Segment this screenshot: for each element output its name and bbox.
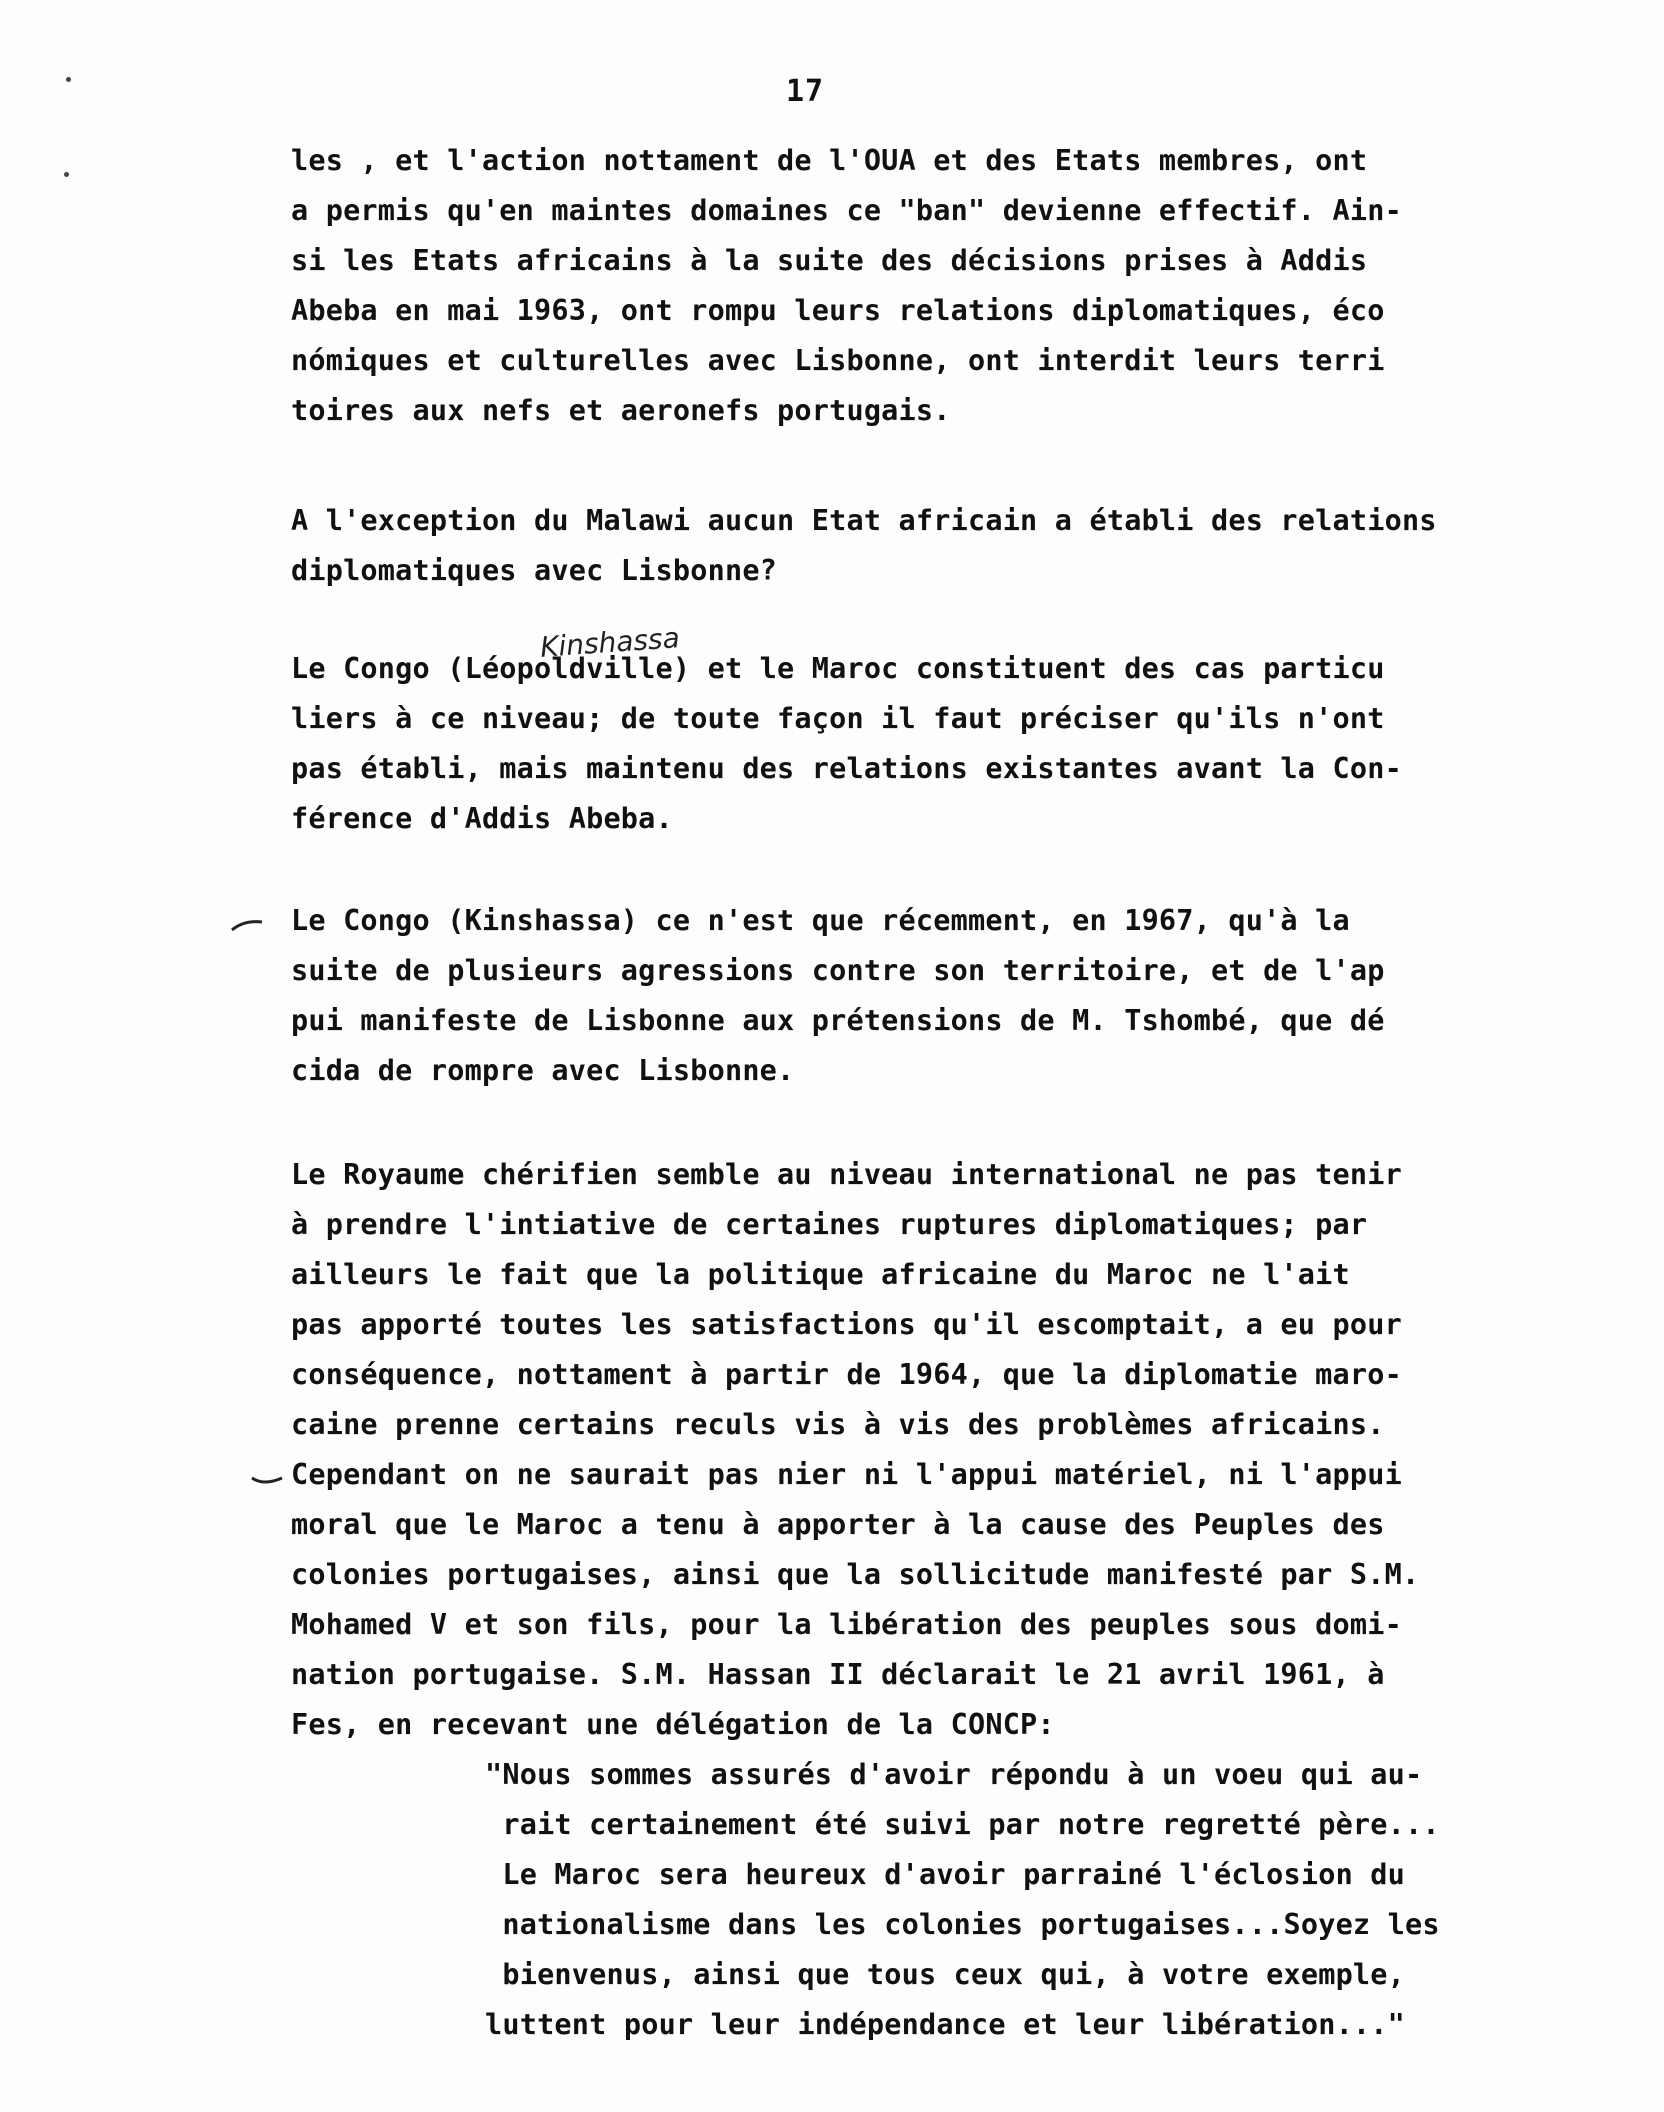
text-line: nómiques et culturelles avec Lisbonne, ont interdit leurs terri: [291, 344, 1385, 377]
text-line: ailleurs le fait que la politique africaine du Maroc ne l'ait: [291, 1258, 1350, 1291]
quote-line: bienvenus, ainsi que tous ceux qui, à votre exemple,: [485, 1958, 1405, 1991]
text-line: nation portugaise. S.M. Hassan II déclarait le 21 avril 1961, à: [291, 1658, 1385, 1691]
margin-pen-mark: [230, 918, 264, 932]
paragraph-3: [291, 644, 1402, 844]
text-line: Cependant on ne saurait pas nier ni l'appui matériel, ni l'appui: [291, 1458, 1402, 1491]
scan-speck: [64, 172, 69, 177]
quote-line: luttent pour leur indépendance et leur libération...": [485, 2008, 1405, 2041]
text-line: pas établi, mais maintenu des relations existantes avant la Con-: [291, 752, 1402, 785]
scan-speck: [66, 77, 71, 82]
text-line: conséquence, nottament à partir de 1964, que la diplomatie maro-: [291, 1358, 1402, 1391]
text-line: si les Etats africains à la suite des décisions prises à Addis: [291, 244, 1368, 277]
quote-line: Le Maroc sera heureux d'avoir parrainé l'éclosion du: [485, 1858, 1405, 1891]
text-line: Le Royaume chérifien semble au niveau international ne pas tenir: [291, 1158, 1402, 1191]
text-line: pas apporté toutes les satisfactions qu'il escomptait, a eu pour: [291, 1308, 1402, 1341]
text-line: férence d'Addis Abeba.: [291, 802, 673, 835]
text-line: a permis qu'en maintes domaines ce "ban" devienne effectif. Ain-: [291, 194, 1402, 227]
text-line: Le Congo (Kinshassa) ce n'est que récemment, en 1967, qu'à la: [291, 904, 1350, 937]
quote-line: rait certainement été suivi par notre regretté père...: [485, 1808, 1440, 1841]
paragraph-4: [291, 896, 1385, 1096]
text-line: cida de rompre avec Lisbonne.: [291, 1054, 795, 1087]
quote-line: nationalisme dans les colonies portugaises...Soyez les: [485, 1908, 1440, 1941]
text-line: liers à ce niveau; de toute façon il faut préciser qu'ils n'ont: [291, 702, 1385, 735]
text-line: Le Congo (Léopoldville) et le Maroc constituent des cas particu: [291, 652, 1385, 685]
text-line: diplomatiques avec Lisbonne?: [291, 554, 778, 587]
text-line: caine prenne certains reculs vis à vis des problèmes africains.: [291, 1408, 1385, 1441]
page-number: 17: [786, 74, 825, 109]
block-quote: [485, 1750, 1440, 2050]
text-line: A l'exception du Malawi aucun Etat africain a établi des relations: [291, 504, 1437, 537]
text-line: suite de plusieurs agressions contre son territoire, et de l'ap: [291, 954, 1385, 987]
text-line: Mohamed V et son fils, pour la libération des peuples sous domi-: [291, 1608, 1402, 1641]
text-line: à prendre l'intiative de certaines ruptures diplomatiques; par: [291, 1208, 1368, 1241]
text-line: moral que le Maroc a tenu à apporter à la cause des Peuples des: [291, 1508, 1385, 1541]
paragraph-2: [291, 496, 1437, 596]
text-line: les , et l'action nottament de l'OUA et des Etats membres, ont: [291, 144, 1368, 177]
quote-line: "Nous sommes assurés d'avoir répondu à un voeu qui au-: [485, 1758, 1423, 1791]
text-line: Abeba en mai 1963, ont rompu leurs relations diplomatiques, éco: [291, 294, 1385, 327]
handwritten-annotation: Kinshassa: [539, 621, 681, 664]
text-line: Fes, en recevant une délégation de la CONCP:: [291, 1708, 1055, 1741]
paragraph-5: [291, 1150, 1419, 1750]
text-line: toires aux nefs et aeronefs portugais.: [291, 394, 951, 427]
text-line: pui manifeste de Lisbonne aux prétensions de M. Tshombé, que dé: [291, 1004, 1385, 1037]
text-line: colonies portugaises, ainsi que la sollicitude manifesté par S.M.: [291, 1558, 1420, 1591]
margin-pen-mark: [250, 1472, 284, 1486]
paragraph-1: [291, 136, 1402, 436]
